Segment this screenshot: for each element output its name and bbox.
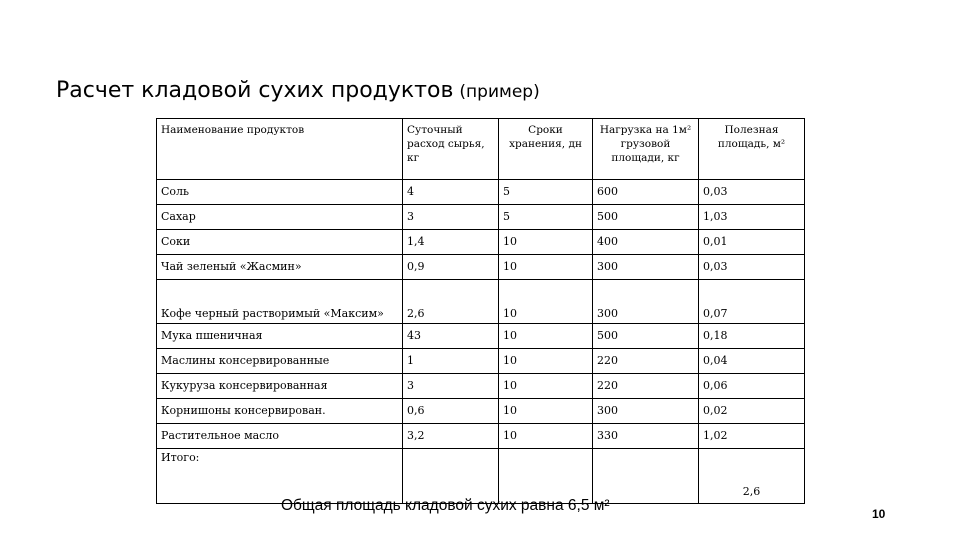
cell-load: 600 bbox=[593, 180, 699, 205]
cell-area: 0,01 bbox=[699, 230, 805, 255]
table-row bbox=[157, 205, 805, 230]
cell-days: 10 bbox=[499, 374, 593, 399]
cell-load: 220 bbox=[593, 374, 699, 399]
cell-days: 10 bbox=[499, 255, 593, 280]
cell-area: 0,18 bbox=[699, 324, 805, 349]
cell-area: 0,06 bbox=[699, 374, 805, 399]
total-empty-cell bbox=[593, 449, 699, 504]
cell-load: 300 bbox=[593, 399, 699, 424]
cell-daily: 43 bbox=[403, 324, 499, 349]
cell-load: 300 bbox=[593, 280, 699, 324]
cell-daily: 4 bbox=[403, 180, 499, 205]
cell-area: 0,02 bbox=[699, 399, 805, 424]
slide-title bbox=[56, 78, 540, 103]
cell-load: 220 bbox=[593, 349, 699, 374]
table-row bbox=[157, 255, 805, 280]
cell-daily: 0,9 bbox=[403, 255, 499, 280]
cell-product: Растительное масло bbox=[157, 424, 403, 449]
table-header-row bbox=[157, 119, 805, 180]
cell-product: Соки bbox=[157, 230, 403, 255]
header-product-name: Наименование продуктов bbox=[157, 119, 403, 180]
table-row bbox=[157, 424, 805, 449]
cell-daily: 3 bbox=[403, 205, 499, 230]
cell-area: 1,02 bbox=[699, 424, 805, 449]
header-useful-area: Полезная площадь, м² bbox=[699, 119, 805, 180]
cell-daily: 1,4 bbox=[403, 230, 499, 255]
cell-days: 10 bbox=[499, 230, 593, 255]
cell-load: 400 bbox=[593, 230, 699, 255]
cell-days: 10 bbox=[499, 399, 593, 424]
total-label: Итого: bbox=[157, 449, 403, 504]
cell-daily: 3 bbox=[403, 374, 499, 399]
cell-area: 0,03 bbox=[699, 255, 805, 280]
header-storage-period: Сроки хранения, дн bbox=[499, 119, 593, 180]
cell-area: 0,04 bbox=[699, 349, 805, 374]
cell-product: Сахар bbox=[157, 205, 403, 230]
table-row bbox=[157, 374, 805, 399]
table-row bbox=[157, 180, 805, 205]
storage-calculation-table bbox=[156, 118, 805, 504]
cell-days: 5 bbox=[499, 180, 593, 205]
table-row bbox=[157, 349, 805, 374]
cell-daily: 2,6 bbox=[403, 280, 499, 324]
cell-days: 10 bbox=[499, 349, 593, 374]
cell-load: 300 bbox=[593, 255, 699, 280]
cell-daily: 1 bbox=[403, 349, 499, 374]
cell-load: 330 bbox=[593, 424, 699, 449]
cell-product: Кукуруза консервированная bbox=[157, 374, 403, 399]
slide-title-main: Расчет кладовой сухих продуктов bbox=[56, 78, 454, 103]
table-row bbox=[157, 230, 805, 255]
cell-product: Корнишоны консервирован. bbox=[157, 399, 403, 424]
cell-days: 10 bbox=[499, 280, 593, 324]
table-row bbox=[157, 280, 805, 324]
cell-daily: 0,6 bbox=[403, 399, 499, 424]
table-row bbox=[157, 399, 805, 424]
slide-title-note: (пример) bbox=[459, 82, 540, 102]
cell-days: 10 bbox=[499, 324, 593, 349]
cell-load: 500 bbox=[593, 205, 699, 230]
cell-days: 10 bbox=[499, 424, 593, 449]
total-area-summary: Общая площадь кладовой сухих равна 6,5 м² bbox=[281, 497, 610, 514]
header-daily-consumption: Суточный расход сырья, кг bbox=[403, 119, 499, 180]
total-value: 2,6 bbox=[699, 449, 805, 504]
cell-product: Кофе черный растворимый «Максим» bbox=[157, 280, 403, 324]
table-row bbox=[157, 324, 805, 349]
cell-product: Мука пшеничная bbox=[157, 324, 403, 349]
cell-area: 1,03 bbox=[699, 205, 805, 230]
cell-product: Чай зеленый «Жасмин» bbox=[157, 255, 403, 280]
cell-area: 0,07 bbox=[699, 280, 805, 324]
table-total-row bbox=[157, 449, 805, 504]
total-empty-cell bbox=[403, 449, 499, 504]
cell-load: 500 bbox=[593, 324, 699, 349]
page-number: 10 bbox=[872, 507, 886, 521]
cell-product: Соль bbox=[157, 180, 403, 205]
cell-daily: 3,2 bbox=[403, 424, 499, 449]
cell-area: 0,03 bbox=[699, 180, 805, 205]
cell-days: 5 bbox=[499, 205, 593, 230]
total-empty-cell bbox=[499, 449, 593, 504]
header-load-per-m2: Нагрузка на 1м² грузовой площади, кг bbox=[593, 119, 699, 180]
cell-product: Маслины консервированные bbox=[157, 349, 403, 374]
